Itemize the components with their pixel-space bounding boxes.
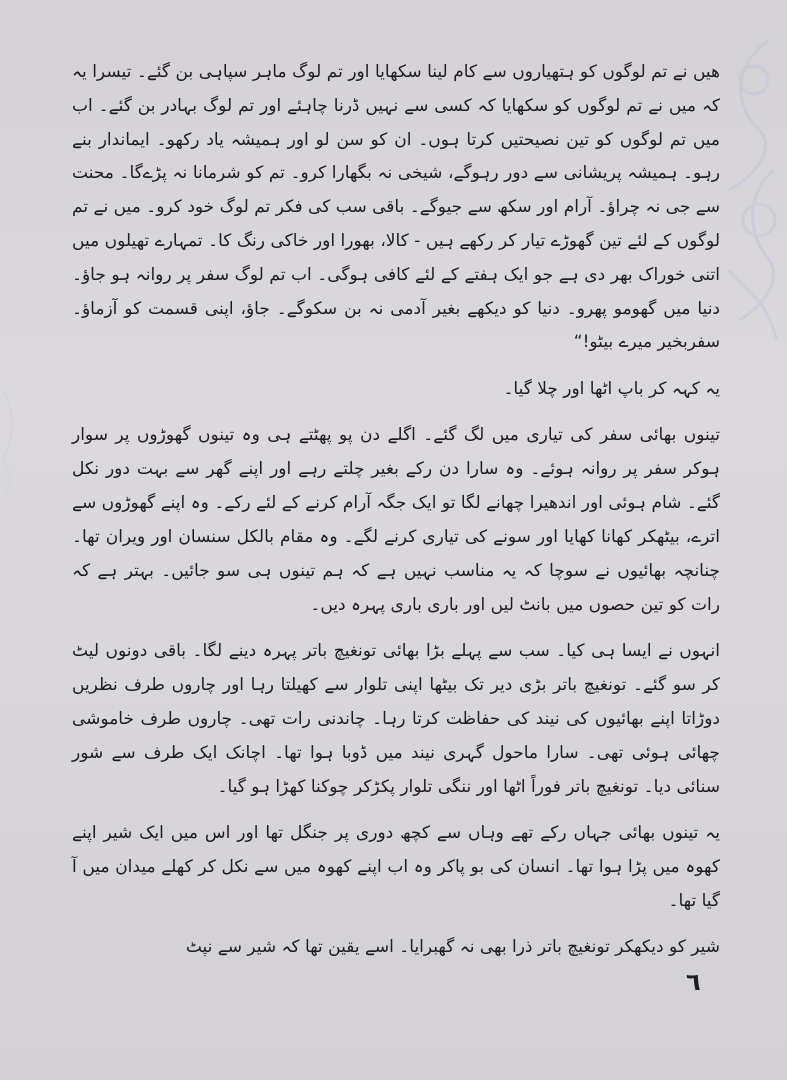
paragraph-3: تینوں بھائی سفر کی تیاری میں لگ گئے۔ اگلے دن پو پھٹتے ہی وہ تینوں گھوڑوں پر سوار ہوکر سفر پر روانہ ہوئے۔ وہ سارا دن رکے بغیر چلتے رہے اور اپنے گھر سے بہت دور نکل گئے۔ شام ہوئی اور اندھیرا چھانے لگا تو ایک جگہ آرام کرنے کے لئے رکے۔ وہ اپنے گھوڑوں سے اترے، بیٹھکر کھانا کھایا اور سونے کی تیاری کرنے لگے۔ وہ مقام بالکل سنسان اور ویران تھا۔ چنانچہ بھائیوں نے سوچا کہ یہ مناسب نہیں ہے کہ ہم تینوں ہی سو جائیں۔ بہتر ہے کہ رات کو تین حصوں میں بانٹ لیں اور باری باری پہرہ دیں۔ xyxy=(72,425,720,616)
paragraph-6: شیر کو دیکھکر تونغیچ باتر ذرا بھی نہ گھبرایا۔ اسے یقین تھا کہ شیر سے نپٹ xyxy=(185,937,720,958)
paragraph-4: انہوں نے ایسا ہی کیا۔ سب سے پہلے بڑا بھائی تونغیچ باتر پہرہ دینے لگا۔ باقی دونوں لیٹ کر سو گئے۔ تونغیچ باتر بڑی دیر تک بیٹھا اپنی تلوار سے کھیلتا رہا اور چاروں طرف نظریں دوڑاتا اپنے بھائیوں کی نیند کی حفاظت کرتا رہا۔ چاندنی رات تھی۔ چاروں طرف خاموشی چھائی ہوئی تھی۔ سارا ماحول گہری نیند میں ڈوبا ہوا تھا۔ اچانک ایک طرف سے شور سنائی دیا۔ تونغیچ باتر فوراً اٹھا اور ننگی تلوار پکڑکر چوکنا کھڑا ہو گیا۔ xyxy=(72,641,720,798)
faded-margin-mark xyxy=(0,380,20,500)
paragraph-5: یہ تینوں بھائی جہاں رکے تھے وہاں سے کچھ دوری پر جنگل تھا اور اس میں ایک شیر اپنے کھوہ میں پڑا ہوا تھا۔ انسان کی بو پاکر وہ اب اپنے کھوہ میں سے نکل کر کھلے میدان میں آ گیا تھا۔ xyxy=(72,823,720,912)
page-body-text xyxy=(72,56,720,976)
page-number: ٦ xyxy=(686,968,701,996)
paragraph-2: یہ کہہ کر باپ اٹھا اور چلا گیا۔ xyxy=(503,379,720,400)
paragraph-1: هیں نے تم لوگوں کو ہتھیاروں سے کام لینا سکھایا اور تم لوگ ماہر سپاہی بن گئے۔ تیسرا یہ کہ میں نے تم لوگوں کو سکھایا کہ کسی سے نہیں ڈرنا چاہئے اور تم لوگ بہادر بن گئے۔ اب میں تم لوگوں کو تین نصیحتیں کرتا ہوں۔ ان کو سن لو اور ہمیشہ یاد رکھو۔ ایماندار بنے رہو۔ ہمیشہ پریشانی سے دور رہوگے، شیخی نہ بگھارا کرو۔ تم کو شرمانا نہ پڑےگا۔ محنت سے جی نہ چراؤ۔ آرام اور سکھ سے جیوگے۔ باقی سب کی فکر تم لوگ خود کرو۔ میں نے تم لوگوں کے لئے تین گھوڑے تیار کر رکھے ہیں - کالا، بھورا اور خاکی رنگ کا۔ تمہارے تھیلوں میں اتنی خوراک بھر دی ہے جو ایک ہفتے کے لئے کافی ہوگی۔ اب تم لوگ سفر پر روانہ ہو جاؤ۔ دنیا میں گھومو پھرو۔ دنیا کو دیکھے بغیر آدمی نہ بن سکوگے۔ جاؤ، اپنی قسمت کو آزماؤ۔ سفربخیر میرے بیٹو!“ xyxy=(72,62,720,353)
